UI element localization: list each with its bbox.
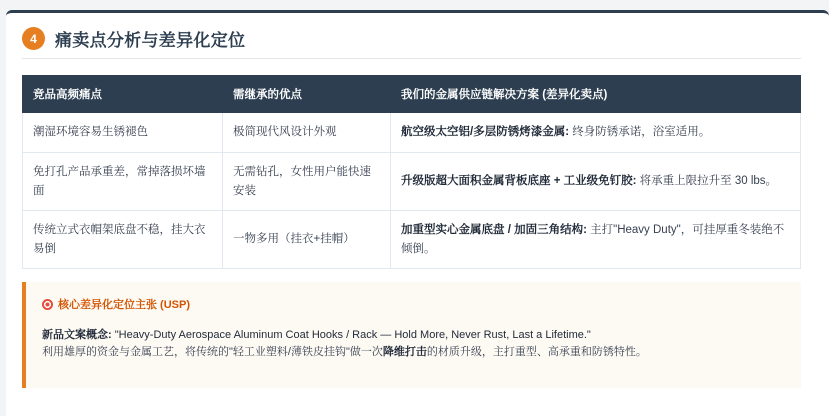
copy-label: 新品文案概念: <box>42 329 112 341</box>
description-text: 利用雄厚的资金与金属工艺，将传统的"轻工业塑料/薄铁皮挂钩"做一次 <box>42 346 383 358</box>
merit-cell: 极简现代风设计外观 <box>223 113 391 153</box>
section-title: 痛卖点分析与差异化定位 <box>55 31 246 50</box>
pain-point-cell: 潮湿环境容易生锈褪色 <box>23 113 223 153</box>
column-header-solutions: 我们的金属供应链解决方案 (差异化卖点) <box>391 76 801 113</box>
merit-cell: 一物多用（挂衣+挂帽） <box>223 211 391 269</box>
column-header-pain-points: 竞品高频痛点 <box>23 76 223 113</box>
section-header <box>22 26 245 51</box>
solution-detail: 将承重上限拉升至 30 lbs。 <box>636 175 778 187</box>
usp-heading <box>42 296 801 312</box>
solution-detail: 主打"Heavy Duty"，可挂厚重冬装绝不倾倒。 <box>401 223 785 255</box>
usp-title: 核心差异化定位主张 (USP) <box>58 299 190 311</box>
description-emphasis: 降维打击 <box>382 346 427 358</box>
step-number-badge: 4 <box>22 27 45 50</box>
solution-detail: 终身防锈承诺，浴室适用。 <box>569 126 711 138</box>
table-row <box>23 153 801 211</box>
table-row <box>23 113 801 153</box>
solution-highlight: 加重型实心金属底盘 / 加固三角结构: <box>401 223 587 236</box>
usp-description <box>42 344 801 361</box>
table-row <box>23 211 801 269</box>
column-header-merits: 需继承的优点 <box>223 76 391 113</box>
pain-point-cell: 免打孔产品承重差，常掉落损坏墙面 <box>23 153 223 211</box>
header-divider <box>22 58 801 59</box>
target-icon <box>42 299 53 310</box>
copy-text: "Heavy-Duty Aerospace Aluminum Coat Hooks / Rack — Hold More, Never Rust, Last a Lifetime." <box>111 329 591 341</box>
description-text: 的材质升级，主打重型、高承重和防锈特性。 <box>426 346 647 358</box>
table-header-row <box>23 76 801 113</box>
solution-cell <box>391 211 801 269</box>
solution-highlight: 航空级太空铝/多层防锈烤漆金属: <box>401 126 570 138</box>
solution-cell <box>391 113 801 153</box>
usp-callout <box>22 282 801 388</box>
pain-point-table <box>22 75 801 269</box>
merit-cell: 无需钻孔，女性用户能快速安装 <box>223 153 391 211</box>
usp-copy-concept <box>42 327 801 344</box>
solution-cell <box>391 153 801 211</box>
pain-point-cell: 传统立式衣帽架底盘不稳，挂大衣易倒 <box>23 211 223 269</box>
solution-highlight: 升级版超大面积金属背板底座 + 工业级免钉胶: <box>401 175 637 187</box>
